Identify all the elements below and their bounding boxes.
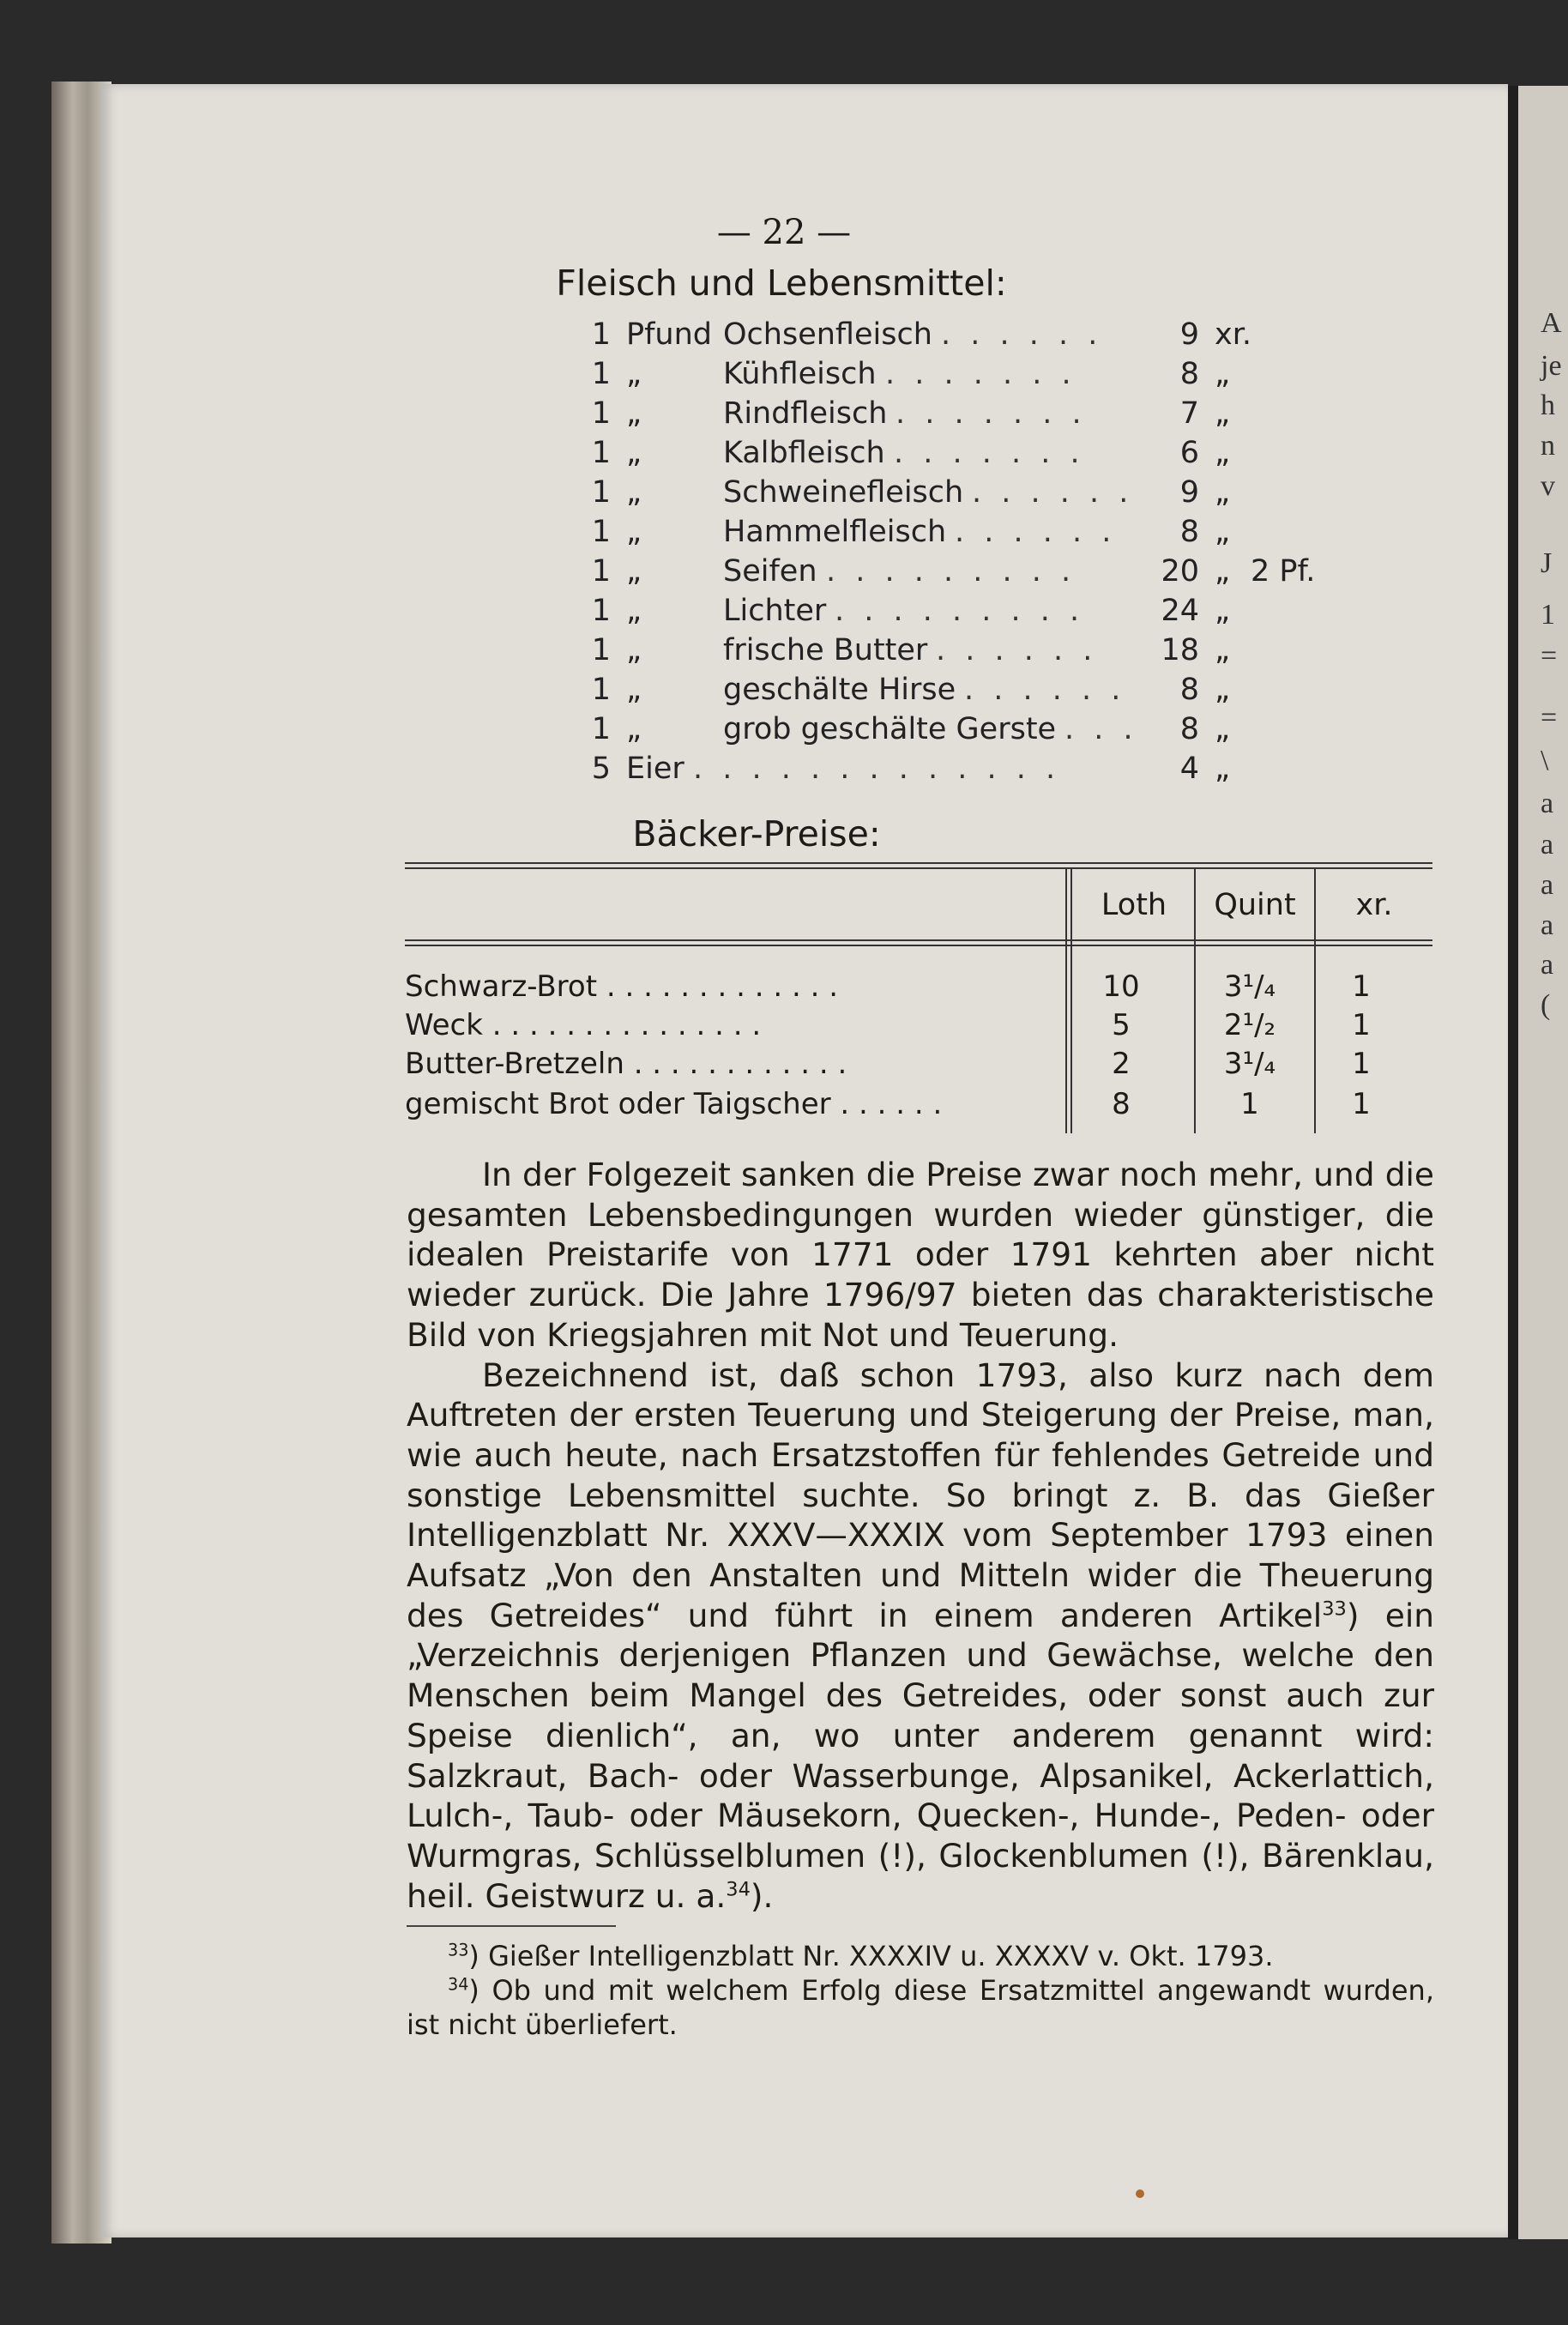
leader-dots: . . . . . . . bbox=[896, 396, 1087, 431]
footnote-number: 34 bbox=[448, 1974, 469, 1995]
cell-item: Weck . . . . . . . . . . . . . . . bbox=[405, 1008, 762, 1042]
price-unit: „ bbox=[626, 594, 642, 628]
price-currency: „ bbox=[1215, 396, 1231, 431]
price-qty: 1 bbox=[591, 475, 611, 510]
price-unit: „ bbox=[626, 554, 642, 589]
price-item: geschälte Hirse bbox=[723, 673, 956, 707]
price-value: 6 bbox=[1179, 436, 1199, 470]
price-value: 7 bbox=[1179, 396, 1199, 431]
cell-quint: 1 bbox=[1240, 1087, 1259, 1121]
price-item: frische Butter bbox=[723, 633, 928, 667]
price-row bbox=[590, 436, 1328, 475]
edge-fragment: a bbox=[1541, 909, 1554, 941]
cell-quint: 2¹/₂ bbox=[1223, 1008, 1276, 1042]
edge-fragment: = bbox=[1541, 702, 1558, 734]
price-currency: „ bbox=[1215, 594, 1231, 628]
table-row bbox=[405, 1008, 1432, 1046]
table-rule bbox=[405, 945, 1432, 946]
price-extra: 2 Pf. bbox=[1251, 554, 1316, 589]
price-item: Lichter bbox=[723, 594, 827, 628]
leader-dots: . . . . . . . . . bbox=[826, 554, 1076, 589]
edge-fragment: v bbox=[1541, 470, 1555, 502]
price-unit: „ bbox=[626, 515, 642, 549]
price-value: 8 bbox=[1179, 515, 1199, 549]
price-value: 9 bbox=[1179, 475, 1199, 510]
price-currency: „ bbox=[1215, 515, 1231, 549]
price-value: 24 bbox=[1161, 594, 1199, 628]
page-number: — 22 — bbox=[716, 213, 852, 252]
leader-dots: . . . . . . . . . bbox=[835, 594, 1085, 628]
price-value: 8 bbox=[1179, 712, 1199, 746]
leader-dots: . . . . . . bbox=[964, 673, 1126, 707]
price-item: Kalbfleisch bbox=[723, 436, 885, 470]
price-unit: „ bbox=[626, 633, 642, 667]
price-unit: „ bbox=[626, 396, 642, 431]
footnote-separator bbox=[407, 1925, 616, 1927]
price-value: 9 bbox=[1179, 317, 1199, 352]
price-unit: „ bbox=[626, 475, 642, 510]
table-row bbox=[405, 969, 1432, 1007]
price-item: Rindfleisch bbox=[723, 396, 888, 431]
price-qty: 1 bbox=[591, 594, 611, 628]
price-value: 4 bbox=[1179, 752, 1199, 786]
price-qty: 1 bbox=[591, 436, 611, 470]
table-rule bbox=[405, 867, 1432, 869]
price-qty: 1 bbox=[591, 554, 611, 589]
cell-xr: 1 bbox=[1352, 1047, 1371, 1081]
cell-xr: 1 bbox=[1352, 1008, 1371, 1042]
leader-dots: . . . . . . bbox=[941, 317, 1103, 352]
cell-loth: 10 bbox=[1102, 969, 1140, 1004]
leader-dots: . . . . . . bbox=[972, 475, 1134, 510]
price-unit: „ bbox=[626, 673, 642, 707]
table-rule bbox=[405, 862, 1432, 864]
cell-item: Schwarz-Brot . . . . . . . . . . . . . bbox=[405, 969, 839, 1004]
price-currency: „ bbox=[1215, 357, 1231, 391]
price-currency: xr. bbox=[1215, 317, 1252, 352]
edge-fragment: n bbox=[1541, 430, 1555, 462]
section-heading-baker: Bäcker-Preise: bbox=[632, 813, 881, 855]
price-item: Eier bbox=[626, 752, 684, 786]
price-row bbox=[590, 633, 1328, 673]
price-value: 18 bbox=[1161, 633, 1199, 667]
cell-item: Butter-Bretzeln . . . . . . . . . . . . bbox=[405, 1047, 847, 1081]
price-qty: 1 bbox=[591, 357, 611, 391]
price-row bbox=[590, 515, 1328, 554]
cell-item: gemischt Brot oder Taigscher . . . . . . bbox=[405, 1087, 943, 1121]
leader-dots: . . . . . . bbox=[955, 515, 1117, 549]
edge-fragment: je bbox=[1541, 350, 1562, 382]
table-row bbox=[405, 1047, 1432, 1084]
leader-dots: . . . . . . . bbox=[894, 436, 1085, 470]
price-currency: „ bbox=[1215, 475, 1231, 510]
leader-dots: . . . . . . bbox=[936, 633, 1098, 667]
leader-dots: . . . bbox=[1064, 712, 1138, 746]
cell-loth: 2 bbox=[1112, 1047, 1131, 1081]
price-value: 8 bbox=[1179, 673, 1199, 707]
paragraph: In der Folgezeit sanken die Preise zwar noch mehr, und die gesamten Lebensbedingungen wurden wieder günstiger, die idealen Preistarife von 1771 oder 1791 kehrten aber nicht wieder zurück. Die Jahre 1796/97 bieten das charakteristische Bild von Kriegsjahren mit Not und Teuerung. bbox=[407, 1156, 1434, 1354]
price-item: Schweinefleisch bbox=[723, 475, 964, 510]
price-unit: „ bbox=[626, 712, 642, 746]
price-row bbox=[590, 475, 1328, 515]
footnote-reference: 33 bbox=[1322, 1597, 1347, 1621]
body-text bbox=[407, 1155, 1434, 1916]
price-currency: „ bbox=[1215, 752, 1231, 786]
edge-fragment: A bbox=[1541, 307, 1562, 339]
edge-fragment: a bbox=[1541, 869, 1554, 901]
price-item: Hammelfleisch bbox=[723, 515, 947, 549]
price-list bbox=[590, 317, 1328, 791]
footnote-number: 33 bbox=[448, 1940, 469, 1960]
edge-fragment: a bbox=[1541, 788, 1554, 819]
footnote-reference: 34 bbox=[726, 1878, 751, 1901]
edge-fragment: a bbox=[1541, 949, 1554, 981]
price-item: Seifen bbox=[723, 554, 817, 589]
bakery-price-table bbox=[405, 862, 1432, 1137]
section-heading-food: Fleisch und Lebensmittel: bbox=[556, 263, 1007, 304]
edge-fragment: J bbox=[1541, 547, 1553, 579]
edge-fragment: = bbox=[1541, 640, 1558, 672]
price-qty: 1 bbox=[591, 317, 611, 352]
price-qty: 5 bbox=[591, 752, 611, 786]
edge-fragment: a bbox=[1541, 829, 1554, 861]
price-value: 20 bbox=[1161, 554, 1199, 589]
price-unit: „ bbox=[626, 436, 642, 470]
price-row bbox=[590, 594, 1328, 633]
price-qty: 1 bbox=[591, 633, 611, 667]
footnote-text: ) Ob und mit welchem Erfolg diese Ersatzmittel angewandt wurden, ist nicht überliefert. bbox=[407, 1974, 1434, 2041]
next-page-edge bbox=[1508, 86, 1568, 2239]
cell-quint: 3¹/₄ bbox=[1223, 969, 1276, 1004]
price-row bbox=[590, 357, 1328, 396]
price-currency: „ bbox=[1215, 673, 1231, 707]
cell-loth: 8 bbox=[1112, 1087, 1131, 1121]
footnote bbox=[407, 1973, 1434, 2042]
price-unit: „ bbox=[626, 357, 642, 391]
paragraph-part: ) ein „Verzeichnis derjenigen Pflanzen und Gewächse, welche den Menschen beim Mangel des Getreides, oder sonst auch zur Speise dienlich“, an, wo unter anderem genannt wird: Salzkraut, Bach- oder Wasserbunge, Alpsanikel, Ackerlattich, Lulch-, Taub- oder Mäusekorn, Quecken-, Hunde-, Peden- oder Wurmgras, Schlüsselblumen (!), Glockenblumen (!), Bärenklau, heil. Geistwurz u. a. bbox=[407, 1596, 1435, 1915]
price-qty: 1 bbox=[591, 396, 611, 431]
footnotes bbox=[407, 1939, 1434, 2042]
price-currency: „ bbox=[1215, 436, 1231, 470]
price-value: 8 bbox=[1179, 357, 1199, 391]
price-row bbox=[590, 673, 1328, 712]
price-item: Kühfleisch bbox=[723, 357, 877, 391]
price-row bbox=[590, 317, 1328, 357]
price-qty: 1 bbox=[591, 712, 611, 746]
footnote bbox=[407, 1939, 1434, 1973]
price-unit: Pfund bbox=[626, 317, 713, 352]
price-currency: „ bbox=[1215, 712, 1231, 746]
price-currency: „ bbox=[1215, 633, 1231, 667]
price-row bbox=[590, 554, 1328, 594]
price-qty: 1 bbox=[591, 515, 611, 549]
edge-fragment: \ bbox=[1541, 745, 1549, 776]
column-header-quint: Quint bbox=[1214, 888, 1296, 922]
price-currency: „ bbox=[1215, 554, 1231, 589]
edge-fragment: h bbox=[1541, 390, 1555, 421]
cell-quint: 3¹/₄ bbox=[1223, 1047, 1276, 1081]
paragraph-part: Bezeichnend ist, daß schon 1793, also kurz nach dem Auftreten der ersten Teuerung und Steigerung der Preise, man, wie auch heute, nach Ersatzstoffen für fehlendes Getreide und sonstige Lebensmittel suchte. So bringt z. B. das Gießer Intelligenzblatt Nr. XXXV—XXXIX vom September 1793 einen Aufsatz „Von den Anstalten und Mitteln wider die Theuerung des Getreides“ und führt in einem anderen Artikel bbox=[407, 1356, 1434, 1634]
footnote-text: ) Gießer Intelligenzblatt Nr. XXXXIV u. XXXXV v. Okt. 1793. bbox=[468, 1940, 1274, 1972]
cell-xr: 1 bbox=[1352, 1087, 1371, 1121]
price-row bbox=[590, 752, 1328, 791]
cell-loth: 5 bbox=[1112, 1008, 1131, 1042]
leader-dots: . . . . . . . bbox=[885, 357, 1076, 391]
edge-fragment: 1 bbox=[1541, 599, 1555, 631]
price-row bbox=[590, 712, 1328, 752]
cell-xr: 1 bbox=[1352, 969, 1371, 1004]
edge-fragment: ( bbox=[1541, 989, 1551, 1021]
price-row bbox=[590, 396, 1328, 436]
table-rule bbox=[405, 939, 1432, 941]
table-row bbox=[405, 1087, 1432, 1125]
column-header-xr: xr. bbox=[1355, 888, 1393, 922]
price-item: grob geschälte Gerste bbox=[723, 712, 1057, 746]
paragraph-part: ). bbox=[750, 1876, 774, 1915]
price-item: Ochsenfleisch bbox=[723, 317, 932, 352]
column-header-loth: Loth bbox=[1101, 888, 1167, 922]
leader-dots: . . . . . . . . . . . . . bbox=[693, 752, 1061, 786]
paragraph bbox=[407, 1356, 1434, 1917]
ink-spot bbox=[1136, 2189, 1144, 2198]
price-qty: 1 bbox=[591, 673, 611, 707]
